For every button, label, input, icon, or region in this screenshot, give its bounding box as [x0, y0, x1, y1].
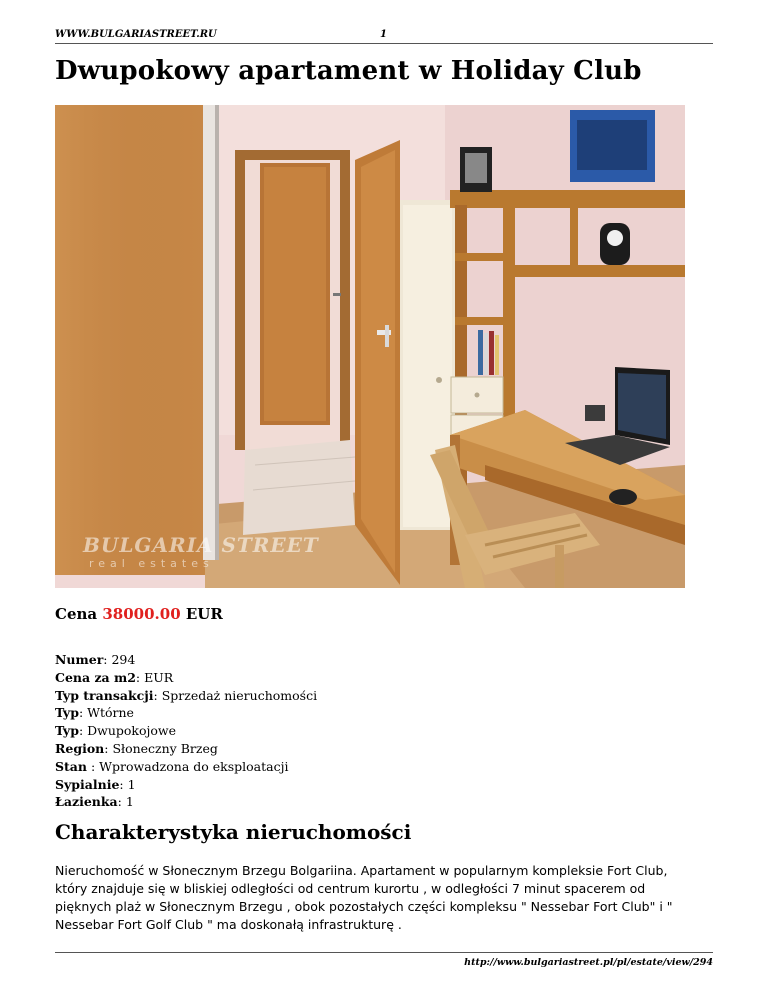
section-title: Charakterystyka nieruchomości: [55, 820, 412, 844]
footer-url: http://www.bulgariastreet.pl/pl/estate/view/294: [464, 957, 713, 968]
price-label: Cena: [55, 605, 98, 623]
page-footer: [55, 952, 713, 973]
property-row: Region: Słoneczny Brzeg: [55, 740, 218, 756]
price: [55, 605, 223, 623]
description-line: pięknych plaż w Słonecznym Brzegu , obok pozostałych części kompleksu " Nessebar Fort Club" i ": [55, 899, 673, 914]
property-row: Łazienka: 1: [55, 794, 134, 810]
property-row: Typ transakcji: Sprzedaż nieruchomości: [55, 687, 318, 703]
property-row: Typ: Dwupokojowe: [55, 723, 177, 739]
price-currency: EUR: [185, 605, 223, 623]
property-row: Sypialnie: 1: [55, 776, 136, 792]
watermark-logo: BULGARIA STREET real estates: [83, 533, 319, 570]
description-line: który znajduje się w bliskiej odległości od centrum kurortu , w odległości 7 minut spacerem od: [55, 881, 646, 896]
property-row: Cena za m2: EUR: [55, 669, 174, 685]
header-site: WWW.BULGARIASTREET.RU: [55, 29, 217, 40]
property-list: [55, 651, 317, 811]
property-row: Numer: 294: [55, 652, 136, 667]
listing-photo: [55, 105, 685, 588]
page-header: [55, 29, 713, 44]
property-row: Typ: Wtórne: [55, 705, 134, 721]
listing-title: Dwupokowy apartament w Holiday Club: [55, 56, 642, 86]
description: [55, 862, 715, 934]
price-value: 38000.00: [102, 605, 181, 623]
property-row: Stan : Wprowadzona do eksploatacji: [55, 758, 289, 774]
description-line: Nieruchomość w Słonecznym Brzegu Bolgariina. Apartament w popularnym kompleksie Fort Club,: [55, 863, 668, 878]
description-line: Nessebar Fort Golf Club " ma doskonałą infrastrukturę .: [55, 917, 402, 932]
header-page-number: 1: [380, 29, 387, 40]
